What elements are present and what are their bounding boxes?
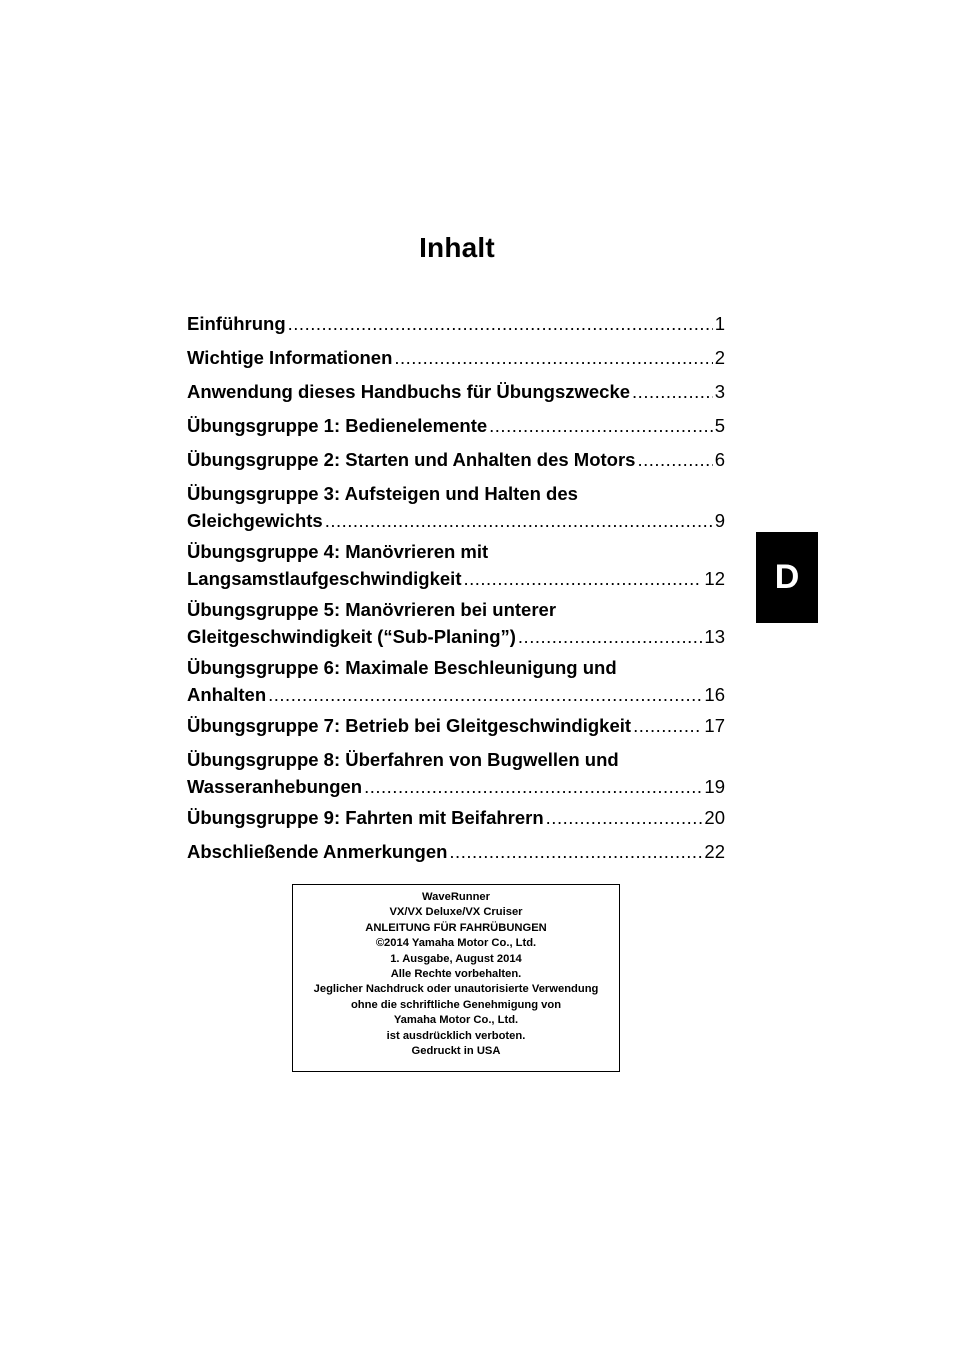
imprint-line: VX/VX Deluxe/VX Cruiser	[389, 906, 523, 919]
toc-heading: Wasseranhebungen	[187, 776, 363, 797]
dot-leader	[632, 378, 713, 405]
dot-leader	[463, 565, 702, 592]
toc-page-number: 22	[704, 841, 725, 862]
dot-leader	[288, 310, 713, 337]
toc-heading: Wichtige Informationen	[187, 347, 393, 368]
dot-leader	[637, 446, 712, 473]
imprint-box	[292, 884, 620, 1072]
dot-leader	[489, 412, 713, 439]
toc-heading: Gleichgewichts	[187, 510, 323, 531]
toc-page-number: 5	[714, 415, 725, 436]
toc-heading-line1: Übungsgruppe 3: Aufsteigen und Halten des	[187, 483, 578, 504]
table-of-contents	[187, 310, 725, 872]
toc-entry[interactable]	[187, 538, 725, 592]
toc-heading: Übungsgruppe 9: Fahrten mit Beifahrern	[187, 807, 544, 828]
toc-page-number: 3	[714, 381, 725, 402]
toc-entry[interactable]	[187, 446, 725, 473]
imprint-line: Yamaha Motor Co., Ltd.	[393, 1014, 519, 1027]
imprint-line: ohne die schriftliche Genehmigung von	[350, 998, 562, 1011]
toc-heading-line1: Übungsgruppe 6: Maximale Beschleunigung und	[187, 657, 617, 678]
section-tab: D	[756, 532, 818, 623]
imprint-line: ©2014 Yamaha Motor Co., Ltd.	[375, 937, 537, 950]
imprint-line: ist ausdrücklich verboten.	[386, 1029, 526, 1042]
toc-page-number: 12	[704, 568, 725, 589]
toc-heading: Gleitgeschwindigkeit (“Sub-Planing”)	[187, 626, 516, 647]
toc-page-number: 9	[714, 510, 725, 531]
imprint-line: Alle Rechte vorbehalten.	[390, 968, 522, 981]
toc-entry[interactable]	[187, 378, 725, 405]
toc-heading: Abschließende Anmerkungen	[187, 841, 448, 862]
imprint-line: Gedruckt in USA	[411, 1045, 501, 1058]
toc-heading-line1: Übungsgruppe 5: Manövrieren bei unterer	[187, 599, 557, 620]
dot-leader	[546, 804, 703, 831]
dot-leader	[518, 623, 703, 650]
toc-heading: Übungsgruppe 2: Starten und Anhalten des Motors	[187, 449, 636, 470]
toc-heading-line1: Übungsgruppe 8: Überfahren von Bugwellen und	[187, 749, 619, 770]
toc-heading: Einführung	[187, 313, 286, 334]
toc-page-number: 16	[704, 684, 725, 705]
toc-entry[interactable]	[187, 804, 725, 831]
imprint-line: WaveRunner	[422, 891, 490, 903]
toc-heading: Übungsgruppe 7: Betrieb bei Gleitgeschwindigkeit	[187, 715, 632, 736]
toc-page-number: 6	[714, 449, 725, 470]
toc-heading: Übungsgruppe 1: Bedienelemente	[187, 415, 488, 436]
imprint-line: Jeglicher Nachdruck oder unautorisierte Verwendung	[313, 983, 599, 996]
dot-leader	[325, 507, 713, 534]
toc-entry[interactable]	[187, 746, 725, 800]
imprint-line: 1. Ausgabe, August 2014	[390, 952, 522, 965]
toc-entry[interactable]	[187, 480, 725, 534]
toc-heading-line1: Übungsgruppe 4: Manövrieren mit	[187, 541, 489, 562]
toc-page-number: 19	[704, 776, 725, 797]
toc-page-number: 20	[704, 807, 725, 828]
dot-leader	[449, 838, 702, 865]
dot-leader	[268, 681, 702, 708]
dot-leader	[364, 773, 702, 800]
toc-page-number: 13	[704, 626, 725, 647]
toc-entry[interactable]	[187, 310, 725, 337]
toc-entry[interactable]	[187, 344, 725, 371]
page-title: Inhalt	[419, 232, 495, 263]
toc-entry[interactable]	[187, 654, 725, 708]
toc-heading: Langsamstlaufgeschwindigkeit	[187, 568, 462, 589]
toc-page-number: 1	[714, 313, 725, 334]
toc-page-number: 17	[704, 715, 725, 736]
toc-entry[interactable]	[187, 596, 725, 650]
dot-leader	[394, 344, 712, 371]
toc-page-number: 2	[714, 347, 725, 368]
imprint-line: ANLEITUNG FÜR FAHRÜBUNGEN	[365, 921, 547, 934]
toc-entry[interactable]	[187, 412, 725, 439]
toc-heading: Anwendung dieses Handbuchs für Übungszwecke	[187, 381, 631, 402]
dot-leader	[633, 712, 702, 739]
toc-heading: Anhalten	[187, 684, 267, 705]
toc-entry[interactable]	[187, 838, 725, 865]
toc-entry[interactable]	[187, 712, 725, 739]
